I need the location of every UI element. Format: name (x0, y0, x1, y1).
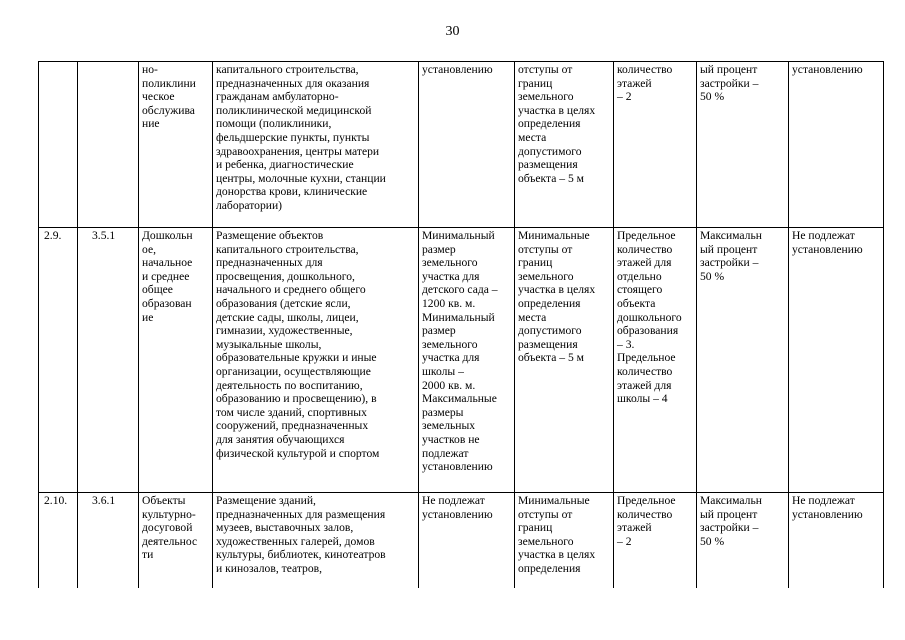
use-code-cell: 3.6.1 (78, 493, 139, 588)
use-description-cell: капитального строительства, предназначенных для оказания гражданам амбулаторно- поликлинической медицинской помощи (поликлиники, фельдшерские пункты, пункты здравоохранения, центры матери и ребенка, диагностические центры, молочные кухни, станции донорства крови, клинические лаборатории) (213, 62, 419, 228)
table-row (39, 62, 884, 228)
other-limits-cell: установлению (789, 62, 884, 228)
use-description-cell: Размещение зданий, предназначенных для размещения музеев, выставочных залов, художественных галерей, домов культуры, библиотек, кинотеатров и кинозалов, театров, (213, 493, 419, 588)
use-description-cell: Размещение объектов капитального строительства, предназначенных для просвещения, дошкольного, начального и среднего общего образования (детские ясли, детские сады, школы, лицеи, гимназии, художественные, музыкальные школы, образовательные кружки и иные организации, осуществляющие деятельность по воспитанию, образованию и просвещению), в том числе зданий, спортивных сооружений, предназначенных для занятия обучающихся физической культурой и спортом (213, 228, 419, 493)
plot-size-cell: установлению (419, 62, 515, 228)
coverage-cell: ый процент застройки – 50 % (697, 62, 789, 228)
coverage-cell: Максимальн ый процент застройки – 50 % (697, 228, 789, 493)
use-code-cell (78, 62, 139, 228)
setbacks-cell: Минимальные отступы от границ земельного участка в целях определения места допустимого размещения объекта – 5 м (515, 228, 614, 493)
use-code-cell: 3.5.1 (78, 228, 139, 493)
page-number: 30 (445, 24, 460, 39)
use-name-cell: Дошкольн ое, начальное и среднее общее образован ие (139, 228, 213, 493)
other-limits-cell: Не подлежат установлению (789, 493, 884, 588)
floors-cell: Предельное количество этажей – 2 (614, 493, 697, 588)
table-row (39, 493, 884, 588)
row-number-cell: 2.10. (39, 493, 78, 588)
use-name-cell: но- поликлини ческое обслужива ние (139, 62, 213, 228)
use-name-cell: Объекты культурно- досуговой деятельнос ти (139, 493, 213, 588)
plot-size-cell: Не подлежат установлению (419, 493, 515, 588)
table-row (39, 228, 884, 493)
other-limits-cell: Не подлежат установлению (789, 228, 884, 493)
setbacks-cell: Минимальные отступы от границ земельного участка в целях определения (515, 493, 614, 588)
floors-cell: Предельное количество этажей для отдельно стоящего объекта дошкольного образования – 3. Предельное количество этажей для школы – 4 (614, 228, 697, 493)
floors-cell: количество этажей – 2 (614, 62, 697, 228)
row-number-cell: 2.9. (39, 228, 78, 493)
row-number-cell (39, 62, 78, 228)
setbacks-cell: отступы от границ земельного участка в целях определения места допустимого размещения объекта – 5 м (515, 62, 614, 228)
coverage-cell: Максимальн ый процент застройки – 50 % (697, 493, 789, 588)
zoning-regulations-table (38, 61, 884, 588)
plot-size-cell: Минимальный размер земельного участка для детского сада – 1200 кв. м. Минимальный размер земельного участка для школы – 2000 кв. м. Максимальные размеры земельных участков не подлежат установлению (419, 228, 515, 493)
